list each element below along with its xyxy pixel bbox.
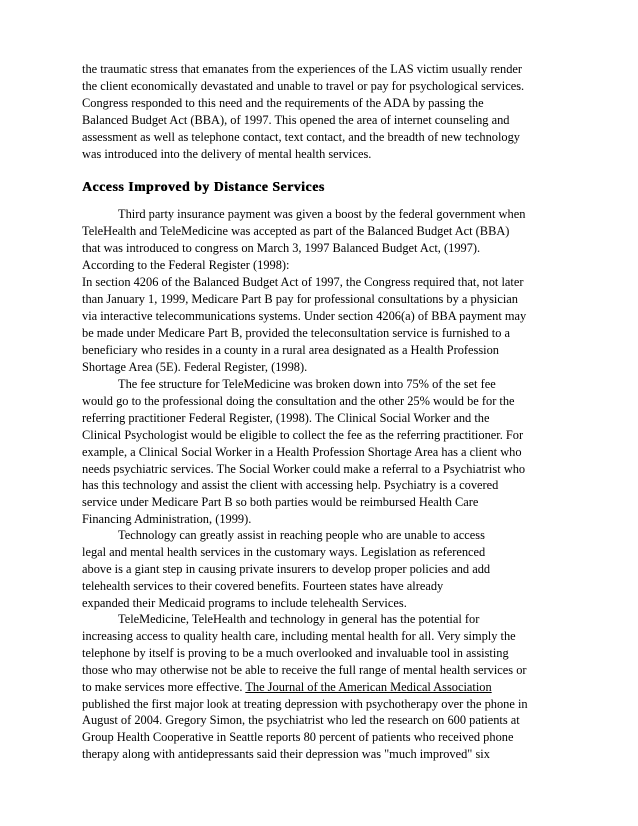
text-line: example, a Clinical Social Worker in a Health Profession Shortage Area has a client who bbox=[82, 444, 522, 459]
text-line: than January 1, 1999, Medicare Part B pay for professional consultations by a physician bbox=[82, 291, 518, 306]
text-line: Third party insurance payment was given a boost by the federal government when bbox=[118, 207, 526, 221]
text-line: has this technology and assist the client with accessing help. Psychiatry is a covered bbox=[82, 478, 499, 493]
text-line: TeleMedicine, TeleHealth and technology in general has the potential for bbox=[118, 612, 480, 626]
text-line: telephone by itself is proving to be a much overlooked and invaluable tool in assisting bbox=[82, 645, 509, 660]
section-heading: Access Improved by Distance Services bbox=[82, 179, 325, 194]
journal-title: The Journal of the American Medical Association bbox=[245, 679, 492, 694]
text-line: would go to the professional doing the consultation and the other 25% would be for the bbox=[82, 393, 515, 408]
text-line: service under Medicare Part B so both parties would be reimbursed Health Care bbox=[82, 495, 479, 510]
text-line: those who may otherwise not be able to receive the full range of mental health services or bbox=[82, 662, 527, 677]
text-line: telehealth services to their covered benefits. Fourteen states have already bbox=[82, 578, 444, 593]
text-line: published the first major look at treating depression with psychotherapy over the phone in bbox=[82, 696, 528, 711]
text-line: was introduced into the delivery of mental health services. bbox=[82, 146, 372, 161]
text-line: Technology can greatly assist in reaching people who are unable to access bbox=[118, 528, 485, 542]
text-line: August of 2004. Gregory Simon, the psychiatrist who led the research on 600 patients at bbox=[82, 713, 520, 728]
text-line: Congress responded to this need and the requirements of the ADA by passing the bbox=[82, 95, 484, 110]
text-line: via interactive telecommunications systems. Under section 4206(a) of BBA payment may bbox=[82, 308, 527, 323]
text-line: TeleHealth and TeleMedicine was accepted as part of the Balanced Budget Act (BBA) bbox=[82, 223, 510, 238]
text-line: Shortage Area (5E). Federal Register, (1998). bbox=[82, 359, 308, 374]
paragraph-fee-structure bbox=[82, 376, 564, 528]
text-line: Group Health Cooperative in Seattle reports 80 percent of patients who received phone bbox=[82, 730, 514, 745]
paragraph-third-party bbox=[82, 206, 564, 274]
text-line: In section 4206 of the Balanced Budget Act of 1997, the Congress required that, not later bbox=[82, 275, 524, 289]
text-line: therapy along with antidepressants said their depression was "much improved" six bbox=[82, 747, 490, 762]
text-line: that was introduced to congress on March 3, 1997 Balanced Budget Act, (1997). bbox=[82, 240, 481, 255]
text-line: Balanced Budget Act (BBA), of 1997. This opened the area of internet counseling and bbox=[82, 112, 510, 127]
text-line: expanded their Medicaid programs to include telehealth Services. bbox=[82, 595, 407, 610]
text-line bbox=[82, 679, 564, 696]
text-line: legal and mental health services in the customary ways. Legislation as referenced bbox=[82, 544, 486, 559]
text-line: the client economically devastated and unable to travel or pay for psychological services. bbox=[82, 78, 525, 93]
paragraph-telemedicine bbox=[82, 611, 564, 763]
text-line: Clinical Psychologist would be eligible to collect the fee as the referring practitioner. For bbox=[82, 427, 524, 442]
text-line: increasing access to quality health care, including mental health for all. Very simply the bbox=[82, 628, 516, 643]
paragraph-intro bbox=[82, 61, 564, 162]
text-line: needs psychiatric services. The Social Worker could make a referral to a Psychiatrist who bbox=[82, 461, 526, 476]
paragraph-section-4206 bbox=[82, 274, 564, 375]
text-line: the traumatic stress that emanates from the experiences of the LAS victim usually render bbox=[82, 62, 523, 76]
paragraph-technology bbox=[82, 527, 564, 612]
text-line: According to the Federal Register (1998): bbox=[82, 257, 290, 272]
text-line: The fee structure for TeleMedicine was broken down into 75% of the set fee bbox=[118, 377, 496, 391]
text-line: Financing Administration, (1999). bbox=[82, 512, 252, 527]
text-fragment: to make services more effective. bbox=[82, 679, 246, 694]
text-line: referring practitioner Federal Register, (1998). The Clinical Social Worker and the bbox=[82, 410, 490, 425]
text-line: above is a giant step in causing private insurers to develop proper policies and add bbox=[82, 561, 491, 576]
text-line: assessment as well as telephone contact, text contact, and the breadth of new technology bbox=[82, 129, 520, 144]
text-line: beneficiary who resides in a county in a rural area designated as a Health Profession bbox=[82, 342, 499, 357]
text-line: be made under Medicare Part B, provided the teleconsultation service is furnished to a bbox=[82, 325, 511, 340]
